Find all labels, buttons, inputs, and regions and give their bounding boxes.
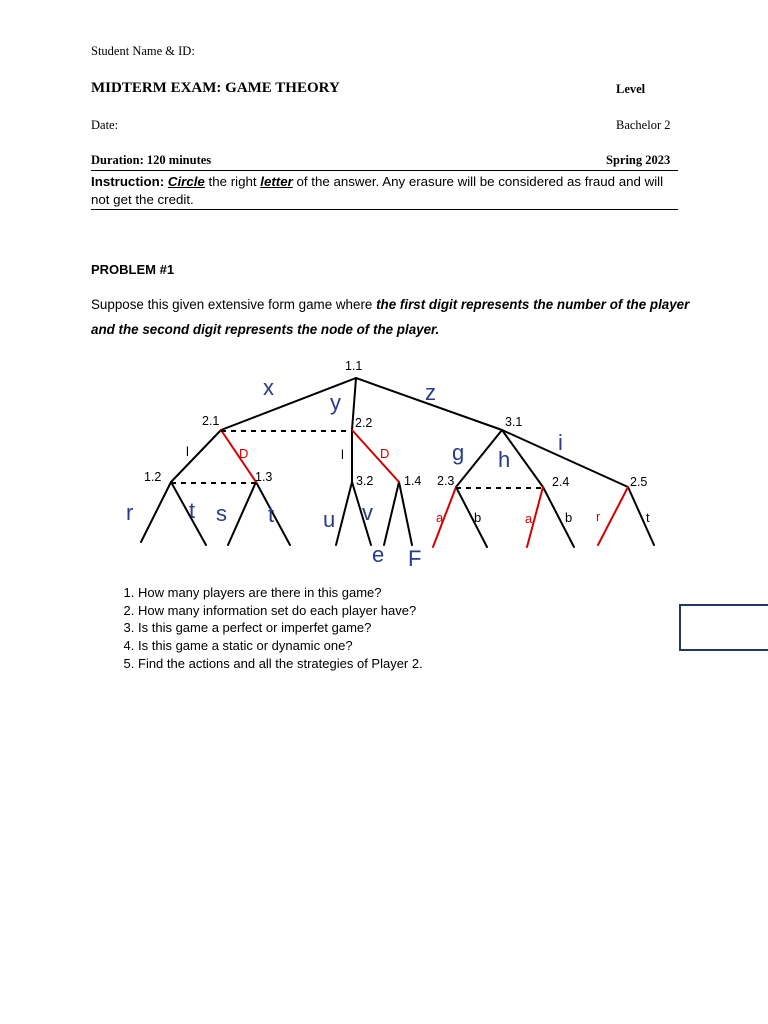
- action-a-2-4: a: [525, 511, 533, 526]
- edge-2-3-b: [456, 487, 487, 547]
- edge-1-3-left: [228, 482, 256, 545]
- instruction-text-1: the right: [208, 174, 257, 189]
- duration: Duration: 120 minutes: [91, 153, 212, 167]
- node-1-4: 1.4: [404, 474, 422, 488]
- edge-3-2-left: [336, 482, 352, 545]
- action-s-hand: s: [216, 501, 227, 526]
- action-l-2-1: l: [186, 444, 189, 459]
- action-h: h: [498, 447, 511, 472]
- edge-1-4-right: [399, 482, 412, 545]
- question-item: 2. How many information set do each player have?: [138, 602, 423, 620]
- action-e: e: [372, 542, 385, 567]
- node-3-2: 3.2: [356, 474, 374, 488]
- question-item: 1. How many players are there in this game?: [138, 584, 423, 602]
- action-u: u: [323, 507, 336, 532]
- semester: Spring 2023: [606, 153, 671, 167]
- action-t-hand-1: t: [189, 498, 196, 523]
- score-box: [679, 604, 768, 651]
- level-value: Bachelor 2: [616, 118, 671, 132]
- problem-intro-bold: the first digit represents the number of the player and the second digit represents the node of the player.: [91, 297, 690, 337]
- question-item: 4. Is this game a static or dynamic one?: [138, 637, 423, 655]
- node-2-2: 2.2: [355, 416, 373, 430]
- action-x: x: [263, 375, 274, 400]
- action-a-2-3: a: [436, 510, 444, 525]
- node-1-2: 1.2: [144, 470, 162, 484]
- action-t-2-5: t: [646, 510, 650, 525]
- action-t-hand-2: t: [268, 502, 275, 527]
- node-1-1: 1.1: [345, 359, 363, 373]
- action-g: g: [452, 440, 465, 465]
- node-2-4: 2.4: [552, 475, 570, 489]
- edge-2-1-l: [171, 430, 221, 482]
- action-i: i: [558, 430, 563, 455]
- instruction-circle-word: Circle: [167, 174, 205, 189]
- node-3-1: 3.1: [505, 415, 523, 429]
- action-b-2-3: b: [474, 510, 482, 525]
- question-item: 3. Is this game a perfect or imperfet game?: [138, 619, 423, 637]
- edge-1-4-left: [384, 482, 399, 545]
- action-b-2-4: b: [565, 510, 573, 525]
- action-z: z: [425, 380, 436, 405]
- edge-2-5-t: [628, 487, 654, 545]
- action-v: v: [362, 500, 373, 525]
- problem-title: PROBLEM #1: [91, 262, 175, 277]
- question-item: 5. Find the actions and all the strategies of Player 2.: [138, 655, 423, 673]
- action-y: y: [330, 390, 341, 415]
- instruction-text-2: of the answer. Any erasure will be considered as fraud and will not get the credit.: [91, 174, 664, 207]
- action-r-hand: r: [126, 500, 134, 525]
- action-F: F: [408, 546, 422, 571]
- student-name-label: Student Name & ID:: [91, 44, 195, 58]
- node-2-5: 2.5: [630, 475, 648, 489]
- action-D-2-1: D: [239, 446, 249, 461]
- date-label: Date:: [91, 118, 119, 132]
- level-label: Level: [616, 82, 646, 96]
- action-r-2-5: r: [596, 509, 601, 524]
- instruction-label: Instruction:: [91, 174, 165, 189]
- exam-title: MIDTERM EXAM: GAME THEORY: [91, 80, 340, 96]
- question-list: [91, 584, 423, 673]
- node-2-1: 2.1: [202, 414, 220, 428]
- node-1-3: 1.3: [255, 470, 273, 484]
- edge-1-2-left: [141, 482, 171, 542]
- edge-2-5-r: [598, 487, 628, 545]
- instruction-letter-word: letter: [260, 174, 293, 189]
- action-D-2-2: D: [380, 446, 390, 461]
- action-l-2-2: l: [341, 447, 344, 462]
- node-2-3: 2.3: [437, 474, 455, 488]
- problem-intro-plain: Suppose this given extensive form game where: [91, 297, 373, 312]
